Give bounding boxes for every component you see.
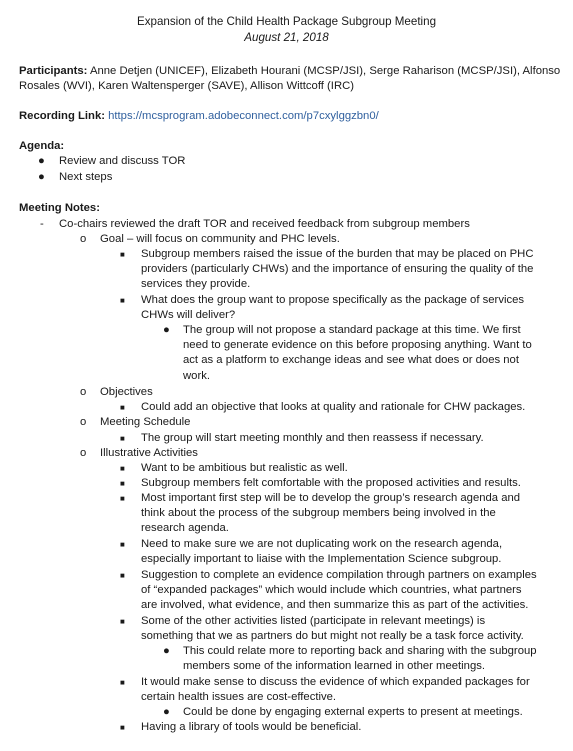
disc-bullet-icon: ● xyxy=(163,324,170,336)
square-bullet-icon: ■ xyxy=(120,723,125,732)
goal-bullet-1-line: services they provide. xyxy=(141,278,251,291)
goal-sub-bullet xyxy=(183,323,568,384)
agenda-bullet-icon: ● xyxy=(38,155,45,167)
activity-sub-bullet-1 xyxy=(183,644,568,674)
activity-bullet-7 xyxy=(141,675,566,705)
goal-sub-bullet-line: act as a platform to exchange ideas and see what does or does not xyxy=(183,354,519,367)
disc-bullet-icon: ● xyxy=(163,645,170,657)
square-bullet-icon: ■ xyxy=(120,494,125,503)
goal-heading: Goal – will focus on community and PHC levels. xyxy=(100,233,340,245)
agenda-label: Agenda: xyxy=(19,140,65,152)
square-bullet-icon: ■ xyxy=(120,617,125,626)
activity-bullet-3-line: Most important first step will be to develop the group’s research agenda and xyxy=(141,492,521,504)
square-bullet-icon: ■ xyxy=(120,434,125,443)
activity-bullet-7-line: It would make sense to discuss the evidence of which expanded packages for xyxy=(141,676,530,688)
goal-bullet-2-line: What does the group want to propose specifically as the package of services xyxy=(141,294,525,306)
participants-section xyxy=(19,64,564,94)
goal-bullet-1-line: Subgroup members raised the issue of the burden that may be placed on PHC xyxy=(141,248,534,260)
participants-line-2: Rosales (WVI), Karen Waltensperger (SAVE), Allison Wittcoff (IRC) xyxy=(19,80,355,93)
goal-sub-bullet-line: work. xyxy=(183,369,210,382)
goal-bullet-2-line: CHWs will deliver? xyxy=(141,309,236,322)
square-bullet-icon: ■ xyxy=(120,678,125,687)
activities-heading: Illustrative Activities xyxy=(100,447,198,459)
activity-bullet-6-line: something that we as partners do but might not really be a task force activity. xyxy=(141,630,524,643)
schedule-heading: Meeting Schedule xyxy=(100,416,191,428)
disc-bullet-icon: ● xyxy=(163,706,170,718)
activity-sub-bullet-1-line: members some of the information learned in other meetings. xyxy=(183,660,486,673)
goal-bullet-2 xyxy=(141,293,566,323)
activity-bullet-8: Having a library of tools would be beneficial. xyxy=(141,721,362,733)
square-bullet-icon: ■ xyxy=(120,479,125,488)
agenda-item-1: Review and discuss TOR xyxy=(59,155,186,167)
meeting-notes-label: Meeting Notes: xyxy=(19,202,100,214)
activity-bullet-3-line: research agenda. xyxy=(141,522,229,535)
meeting-date: August 21, 2018 xyxy=(244,31,329,44)
circle-bullet-icon: o xyxy=(80,416,87,428)
square-bullet-icon: ■ xyxy=(120,540,125,549)
activity-bullet-7-line: certain health issues are cost-effective. xyxy=(141,691,337,704)
schedule-bullet-1: The group will start meeting monthly and then reassess if necessary. xyxy=(141,432,484,444)
circle-bullet-icon: o xyxy=(80,233,87,245)
activity-bullet-6-line: Some of the other activities listed (participate in relevant meetings) is xyxy=(141,615,486,627)
notes-summary: Co-chairs reviewed the draft TOR and received feedback from subgroup members xyxy=(59,218,470,230)
circle-bullet-icon: o xyxy=(80,447,87,459)
title-block xyxy=(0,14,573,46)
square-bullet-icon: ■ xyxy=(120,296,125,305)
agenda-item-2: Next steps xyxy=(59,171,113,183)
document-title: Expansion of the Child Health Package Subgroup Meeting xyxy=(136,15,437,28)
activity-bullet-5-line: are involved, what evidence, and then summarize this as part of the activities. xyxy=(141,599,529,612)
activity-bullet-6 xyxy=(141,614,566,644)
recording-label: Recording Link: xyxy=(19,110,105,122)
circle-bullet-icon: o xyxy=(80,386,87,398)
goal-sub-bullet-line: need to generate evidence on this before proposing anything. Want to xyxy=(183,339,532,352)
participants-label: Participants: xyxy=(19,65,88,77)
goal-bullet-1-line: providers (particularly CHWs) and the importance of ensuring the quality of the xyxy=(141,263,534,276)
agenda-bullet-icon: ● xyxy=(38,171,45,183)
activity-bullet-5-line: Suggestion to complete an evidence compilation through partners on examples xyxy=(141,569,537,581)
recording-link[interactable]: https://mcsprogram.adobeconnect.com/p7cxylggzbn0/ xyxy=(108,110,379,122)
activity-sub-bullet-2: Could be done by engaging external experts to present at meetings. xyxy=(183,706,523,718)
square-bullet-icon: ■ xyxy=(120,464,125,473)
activity-sub-bullet-1-line: This could relate more to reporting back and sharing with the subgroup xyxy=(183,645,537,657)
activity-bullet-4-line: especially important to liaise with the Implementation Science subgroup. xyxy=(141,553,502,566)
square-bullet-icon: ■ xyxy=(120,571,125,580)
activity-bullet-5-line: of “expanded packages” which would include which countries, what partners xyxy=(141,584,522,597)
recording-section xyxy=(19,109,564,124)
objectives-bullet-1: Could add an objective that looks at quality and rationale for CHW packages. xyxy=(141,401,526,413)
objectives-heading: Objectives xyxy=(100,386,153,398)
activity-bullet-1: Want to be ambitious but realistic as well. xyxy=(141,462,348,474)
dash-bullet-icon: - xyxy=(40,218,44,230)
activity-bullet-4 xyxy=(141,537,566,567)
activity-bullet-3 xyxy=(141,491,566,537)
participants-line-1: Anne Detjen (UNICEF), Elizabeth Hourani (MCSP/JSI), Serge Raharison (MCSP/JSI), Alfonso xyxy=(87,65,561,77)
activity-bullet-4-line: Need to make sure we are not duplicating work on the research agenda, xyxy=(141,538,503,550)
goal-sub-bullet-line: The group will not propose a standard package at this time. We first xyxy=(183,324,521,336)
activity-bullet-3-line: think about the process of the subgroup members being involved in the xyxy=(141,507,496,520)
activity-bullet-2: Subgroup members felt comfortable with the proposed activities and results. xyxy=(141,477,521,489)
goal-bullet-1 xyxy=(141,247,566,293)
square-bullet-icon: ■ xyxy=(120,403,125,412)
activity-bullet-5 xyxy=(141,568,566,614)
square-bullet-icon: ■ xyxy=(120,250,125,259)
